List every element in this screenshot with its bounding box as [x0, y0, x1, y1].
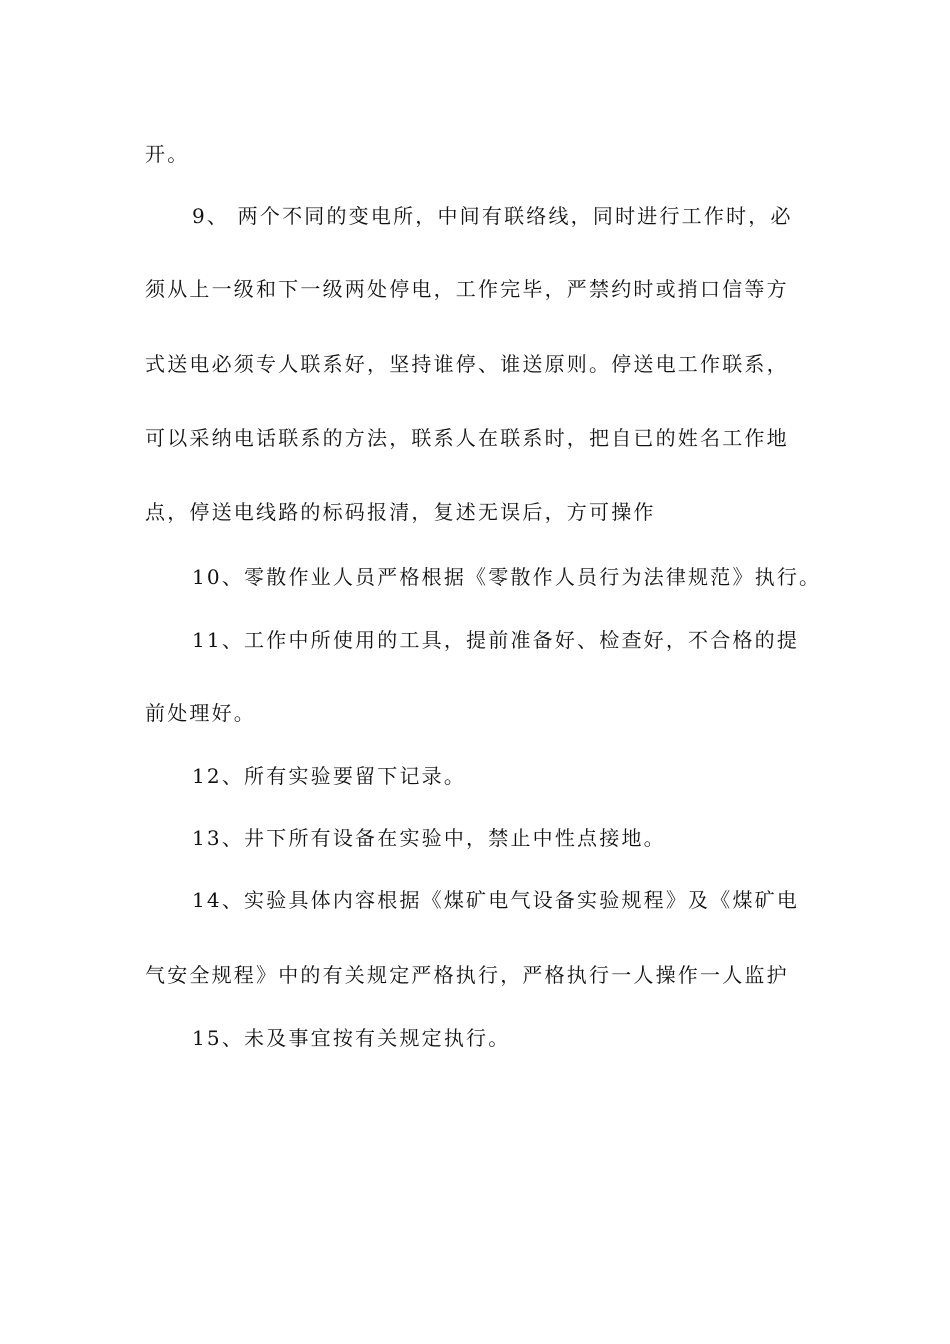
item-11-line-1: 11、工作中所使用的工具，提前准备好、检查好，不合格的提	[192, 628, 800, 652]
item-9-line-2: 须从上一级和下一级两处停电，工作完毕，严禁约时或捎口信等方	[145, 277, 789, 301]
item-12: 12、所有实验要留下记录。	[192, 764, 467, 788]
text-line-continuation-kai: 开。	[145, 142, 190, 166]
item-10: 10、零散作业人员严格根据《零散作人员行为法律规范》执行。	[192, 565, 822, 589]
item-14-line-1: 14、实验具体内容根据《煤矿电气设备实验规程》及《煤矿电	[192, 888, 800, 912]
item-13: 13、井下所有设备在实验中，禁止中性点接地。	[192, 826, 666, 850]
item-9-line-3: 式送电必须专人联系好，坚持谁停、谁送原则。停送电工作联系，	[145, 352, 789, 376]
item-9-line-1: 9、 两个不同的变电所，中间有联络线，同时进行工作时，必	[192, 204, 793, 228]
item-11-line-2: 前处理好。	[145, 701, 256, 725]
item-15: 15、未及事宜按有关规定执行。	[192, 1026, 511, 1050]
item-14-line-2: 气安全规程》中的有关规定严格执行，严格执行一人操作一人监护	[145, 963, 789, 987]
item-9-line-5: 点，停送电线路的标码报清，复述无误后，方可操作	[145, 500, 656, 524]
item-9-line-4: 可以采纳电话联系的方法，联系人在联系时，把自已的姓名工作地	[145, 426, 789, 450]
